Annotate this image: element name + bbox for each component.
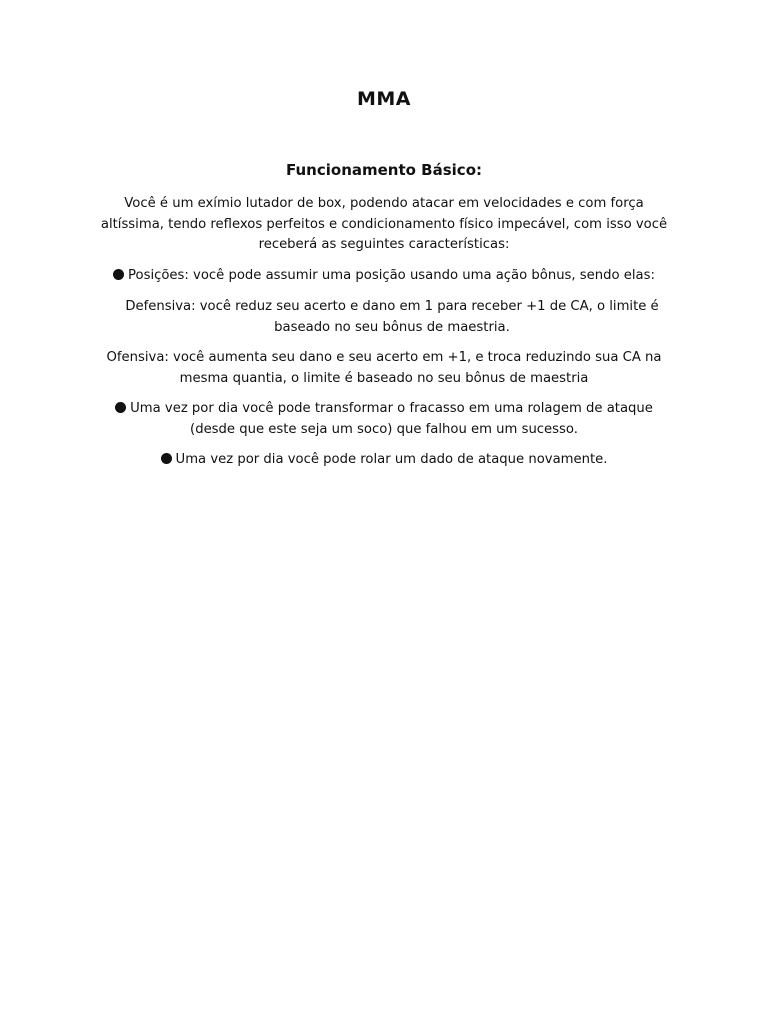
bullet-dot-icon — [113, 269, 124, 280]
ofensiva-paragraph — [0, 348, 768, 389]
bullet-line: (desde que este seja um soco) que falhou em um sucesso. — [190, 421, 578, 437]
document-title: MMA — [356, 88, 412, 110]
ofensiva-line: Ofensiva: você aumenta seu dano e seu acerto em +1, e troca reduzindo sua CA na — [106, 350, 662, 365]
bullet-line — [0, 399, 768, 420]
bullet-dado — [0, 450, 768, 471]
bullet-text: Uma vez por dia você pode transformar o fracasso em uma rolagem de ataque — [130, 401, 653, 416]
bullet-dot-icon — [161, 453, 172, 464]
bullet-text: Uma vez por dia você pode rolar um dado de ataque novamente. — [175, 452, 608, 467]
intro-line: altíssima, tendo reflexos perfeitos e condicionamento físico impecável, com isso você — [100, 216, 668, 232]
section-heading: Funcionamento Básico: — [286, 161, 482, 179]
ofensiva-line: mesma quantia, o limite é baseado no seu bônus de maestria — [179, 370, 589, 386]
bullet-line — [0, 450, 768, 471]
bullet-text: Posições: você pode assumir uma posição usando uma ação bônus, sendo elas: — [128, 268, 655, 283]
bullet-line — [0, 266, 768, 287]
bullet-fracasso — [0, 399, 768, 440]
intro-line: receberá as seguintes características: — [258, 237, 510, 252]
intro-line: Você é um exímio lutador de box, podendo atacar em velocidades e com força — [124, 196, 644, 211]
defensiva-line: Defensiva: você reduz seu acerto e dano em 1 para receber +1 de CA, o limite é — [125, 299, 659, 314]
defensiva-paragraph — [0, 297, 768, 338]
intro-paragraph — [0, 194, 768, 256]
defensiva-line: baseado no seu bônus de maestria. — [274, 319, 510, 335]
bullet-posicoes — [0, 266, 768, 287]
bullet-dot-icon — [115, 402, 126, 413]
